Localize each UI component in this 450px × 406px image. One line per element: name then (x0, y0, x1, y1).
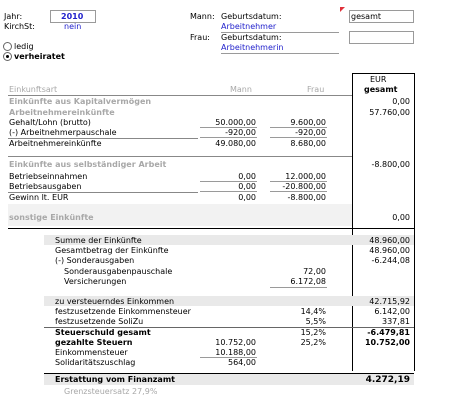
row-sonstige-label: sonstige Einkünfte (9, 213, 94, 222)
field-marker-icon (340, 7, 345, 12)
row-solz-label: Solidaritätszuschlag (55, 358, 136, 367)
row-betriebsaus-frau[interactable]: -20.800,00 (282, 182, 326, 191)
row-versicherungen-label: Versicherungen (64, 277, 127, 286)
col-label-eur: EUR (370, 75, 387, 84)
row-kapital-gesamt: 0,00 (392, 97, 410, 106)
gesamt-field-label: gesamt (351, 12, 381, 21)
col-label-frau: Frau (307, 85, 325, 94)
gesamt-top-line (352, 73, 414, 74)
underline (200, 137, 257, 138)
underline (200, 191, 257, 192)
row-gesamtbetrag-label: Gesamtbetrag der Einkünfte (55, 246, 169, 255)
row-summe-gesamt: 48.960,00 (369, 236, 410, 245)
row-gehalt-mann[interactable]: 50.000,00 (215, 118, 256, 127)
col-label-einkunftsart: Einkunftsart (9, 85, 58, 94)
row-gezahlt-label: gezahlte Steuern (55, 338, 133, 347)
row-grenz-value: 27,9% (132, 387, 158, 396)
row-anein-frau: 8.680,00 (290, 139, 326, 148)
underline (270, 137, 327, 138)
row-pauschale-frau[interactable]: -920,00 (295, 128, 326, 137)
row-steuerschuld-label: Steuerschuld gesamt (55, 328, 151, 337)
row-betriebsaus-mann[interactable]: 0,00 (238, 182, 256, 191)
row-gehalt-frau[interactable]: 9.600,00 (290, 118, 326, 127)
underline (270, 191, 327, 192)
radio-verheiratet[interactable] (3, 52, 12, 61)
frau-status[interactable]: Arbeitnehmerin (221, 43, 284, 52)
row-kapital-label: Einkünfte aus Kapitalvermögen (9, 97, 152, 106)
mann-label: Mann: (190, 12, 215, 21)
row-steuerschuld-gesamt: -6.479,81 (367, 328, 410, 337)
row-gewinn-label: Gewinn lt. EUR (9, 193, 69, 202)
row-steuerschuld-percent: 15,2% (300, 328, 326, 337)
row-gezahlt-gesamt: 10.752,00 (364, 338, 410, 347)
mann-geburtsdatum-label: Geburtsdatum: (221, 12, 282, 21)
row-grenz-label: Grenzsteuersatz (64, 387, 130, 396)
radio-ledig[interactable] (3, 42, 12, 51)
row-gehalt-label: Gehalt/Lohn (brutto) (9, 118, 91, 127)
row-sonderpausch-frau: 72,00 (303, 267, 326, 276)
row-soli-percent: 5,5% (305, 317, 326, 326)
row-zve-gesamt: 42.715,92 (369, 297, 410, 306)
header-divider (8, 95, 352, 96)
row-pauschale-mann[interactable]: -920,00 (225, 128, 256, 137)
row-est-label: festzusetzende Einkommensteuer (55, 307, 191, 316)
row-sonderaus-gesamt: -6.244,08 (371, 256, 410, 265)
row-gezahlt-mann: 10.752,00 (215, 338, 256, 347)
row-arbeit-label: Arbeitnehmereinkünfte (9, 108, 115, 117)
divider (8, 156, 352, 157)
frau-label: Frau: (190, 33, 210, 42)
row-arbeit-gesamt: 57.760,00 (369, 108, 410, 117)
row-einkst-label: Einkommensteuer (55, 348, 128, 357)
row-gewinn-mann: 0,00 (238, 193, 256, 202)
mann-status[interactable]: Arbeitnehmer (221, 22, 277, 31)
row-versicherungen-frau[interactable]: 6.172,08 (290, 277, 326, 286)
row-gezahlt-percent: 25,2% (300, 338, 326, 347)
jahr-label: Jahr: (4, 12, 23, 21)
section-divider (8, 228, 414, 229)
row-erstattung-gesamt: 4.272,19 (365, 375, 410, 385)
row-betriebsein-frau[interactable]: 12.000,00 (285, 172, 326, 181)
kirchst-value[interactable]: nein (64, 22, 82, 31)
row-sonderaus-label: (-) Sonderausgaben (55, 256, 135, 265)
col-label-gesamt: gesamt (364, 85, 398, 94)
frau-geburtsdatum-field[interactable] (349, 31, 414, 44)
row-anein-mann: 49.080,00 (215, 139, 256, 148)
row-gewinn-frau: -8.800,00 (287, 193, 326, 202)
row-anein-label: Arbeitnehmereinkünfte (9, 139, 102, 148)
row-betriebsein-label: Betriebseinnahmen (9, 172, 88, 181)
divider (44, 373, 414, 374)
row-betriebsaus-label: Betriebsausgaben (9, 182, 82, 191)
row-solz-mann[interactable]: 564,00 (228, 358, 256, 367)
row-selbst-label: Einkünfte aus selbständiger Arbeit (9, 160, 167, 169)
row-sonderpausch-label: Sonderausgabenpauschale (64, 267, 173, 276)
row-est-gesamt: 6.142,00 (374, 307, 410, 316)
row-gesamtbetrag-gesamt: 48.960,00 (369, 246, 410, 255)
underline (270, 287, 327, 288)
row-sonstige-gesamt: 0,00 (392, 213, 410, 222)
col-label-mann: Mann (230, 85, 252, 94)
row-soli-label: festzusetzende SoliZu (55, 317, 144, 326)
row-soli-gesamt: 337,81 (382, 317, 410, 326)
radio-verheiratet-label: verheiratet (14, 52, 65, 61)
jahr-value: 2010 (61, 12, 84, 21)
row-einkst-mann[interactable]: 10.188,00 (215, 348, 256, 357)
row-selbst-gesamt: -8.800,00 (371, 160, 410, 169)
radio-ledig-label: ledig (14, 42, 34, 51)
row-erstattung-label: Erstattung vom Finanzamt (55, 375, 175, 384)
mann-geburtsdatum-field[interactable] (349, 10, 414, 23)
row-summe-label: Summe der Einkünfte (55, 236, 142, 245)
frau-status-underline (221, 53, 339, 54)
row-est-percent: 14,4% (300, 307, 326, 316)
row-zve-label: zu versteuerndes Einkommen (55, 297, 175, 306)
row-betriebsein-mann[interactable]: 0,00 (238, 172, 256, 181)
row-pauschale-label: (-) Arbeitnehmerpauschale (9, 128, 117, 137)
frau-geburtsdatum-label: Geburtsdatum: (221, 33, 282, 42)
kirchst-label: KirchSt: (4, 22, 35, 31)
